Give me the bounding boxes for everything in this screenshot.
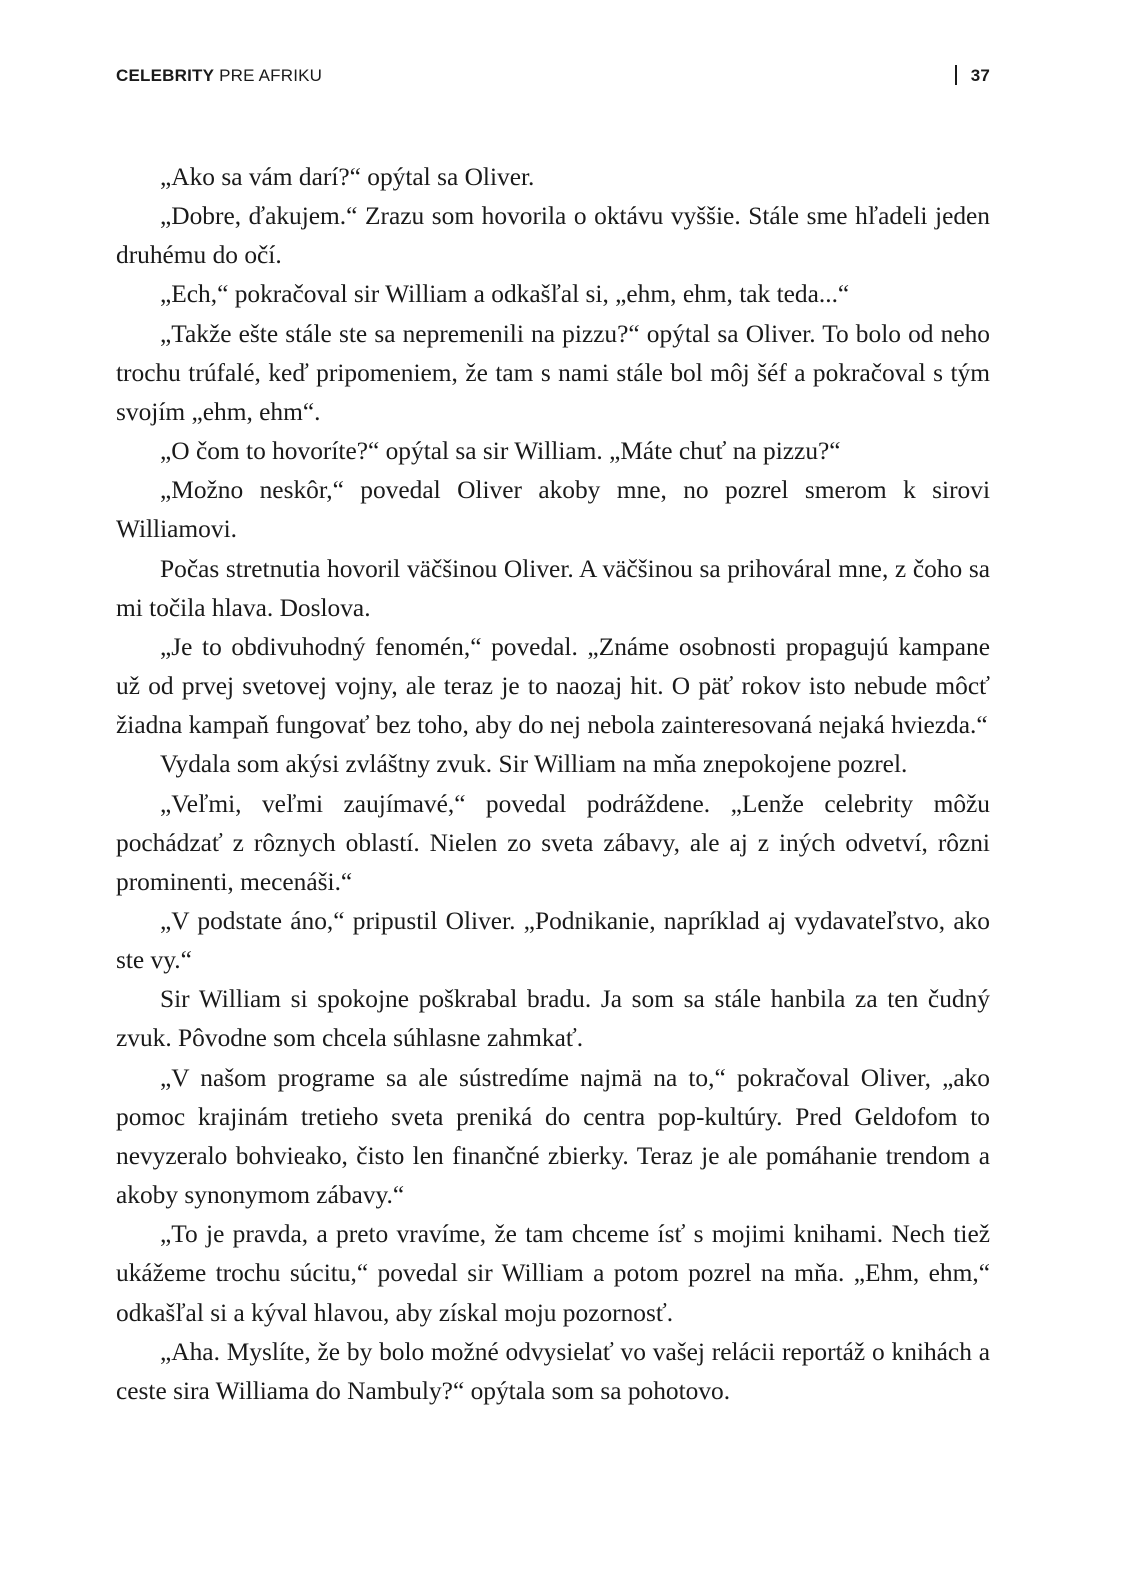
page-number: 37: [970, 66, 990, 85]
paragraph: „Ako sa vám darí?“ opýtal sa Oliver.: [160, 163, 535, 191]
paragraph: „V našom programe sa ale sústredíme najmä na to,“ pokračoval Oliver, „ako pomoc krajinám tretieho sveta preniká do centra pop-kultúry. Pred Geldofom to nevyzeralo bohvieako, čisto len finančné zbierky. Teraz je ale pomáhanie trendom a akoby synonymom zábavy.“: [116, 1063, 990, 1210]
paragraph: „Dobre, ďakujem.“ Zrazu som hovorila o oktávu vyššie. Stále sme hľadeli jeden druhému do očí.: [116, 202, 990, 270]
paragraph: „Možno neskôr,“ povedal Oliver akoby mne, no pozrel smerom k sirovi Williamovi.: [116, 476, 990, 544]
running-header: [116, 64, 990, 88]
paragraph: „Ech,“ pokračoval sir William a odkašľal si, „ehm, ehm, tak teda...“: [160, 280, 850, 309]
book-title-rest: PRE AFRIKU: [219, 66, 323, 85]
paragraph: Počas stretnutia hovoril väčšinou Oliver. A väčšinou sa prihováral mne, z čoho sa mi točila hlava. Doslova.: [116, 554, 990, 622]
book-title-bold: CELEBRITY: [116, 66, 215, 85]
book-title: [116, 64, 322, 88]
header-separator: [955, 65, 957, 85]
paragraph: Sir William si spokojne poškrabal bradu. Ja som sa stále hanbila za ten čudný zvuk. Pôvodne som chcela súhlasne zahmkať.: [116, 985, 990, 1053]
paragraph: „O čom to hovoríte?“ opýtal sa sir William. „Máte chuť na pizzu?“: [160, 437, 841, 466]
paragraph: „V podstate áno,“ pripustil Oliver. „Podnikanie, napríklad aj vydavateľstvo, ako ste vy.“: [116, 906, 990, 975]
paragraph: Vydala som akýsi zvláštny zvuk. Sir William na mňa znepokojene pozrel.: [160, 750, 908, 779]
paragraph: „To je pravda, a preto vravíme, že tam chceme ísť s mojimi knihami. Nech tiež ukážeme trochu súcitu,“ povedal sir William a potom pozrel na mňa. „Ehm, ehm,“ odkašľal si a kýval hlavou, aby získal moju pozornosť.: [116, 1220, 990, 1327]
page-number-block: [955, 64, 990, 88]
paragraph: „Takže ešte stále ste sa nepremenili na pizzu?“ opýtal sa Oliver. To bolo od neho trochu trúfalé, keď pripomeniem, že tam s nami stále bol môj šéf a pokračoval s tým svojím „ehm, ehm“.: [116, 319, 990, 426]
paragraph: „Veľmi, veľmi zaujímavé,“ povedal podráždene. „Lenže celebrity môžu pochádzať z rôznych oblastí. Nielen zo sveta zábavy, ale aj z iných odvetví, rôzni prominenti, mecenáši.“: [116, 789, 990, 896]
paragraph: „Aha. Myslíte, že by bolo možné odvysielať vo vašej relácii reportáž o knihách a ceste sira Williama do Nambuly?“ opýtala som sa pohotovo.: [116, 1337, 990, 1405]
body-text: [116, 158, 990, 1411]
paragraph: „Je to obdivuhodný fenomén,“ povedal. „Známe osobnosti propagujú kampane už od prvej svetovej vojny, ale teraz je to naozaj hit. O päť rokov isto nebude môcť žiadna kampaň fungovať bez toho, aby do nej nebola zainteresovaná nejaká hviezda.“: [116, 632, 990, 740]
